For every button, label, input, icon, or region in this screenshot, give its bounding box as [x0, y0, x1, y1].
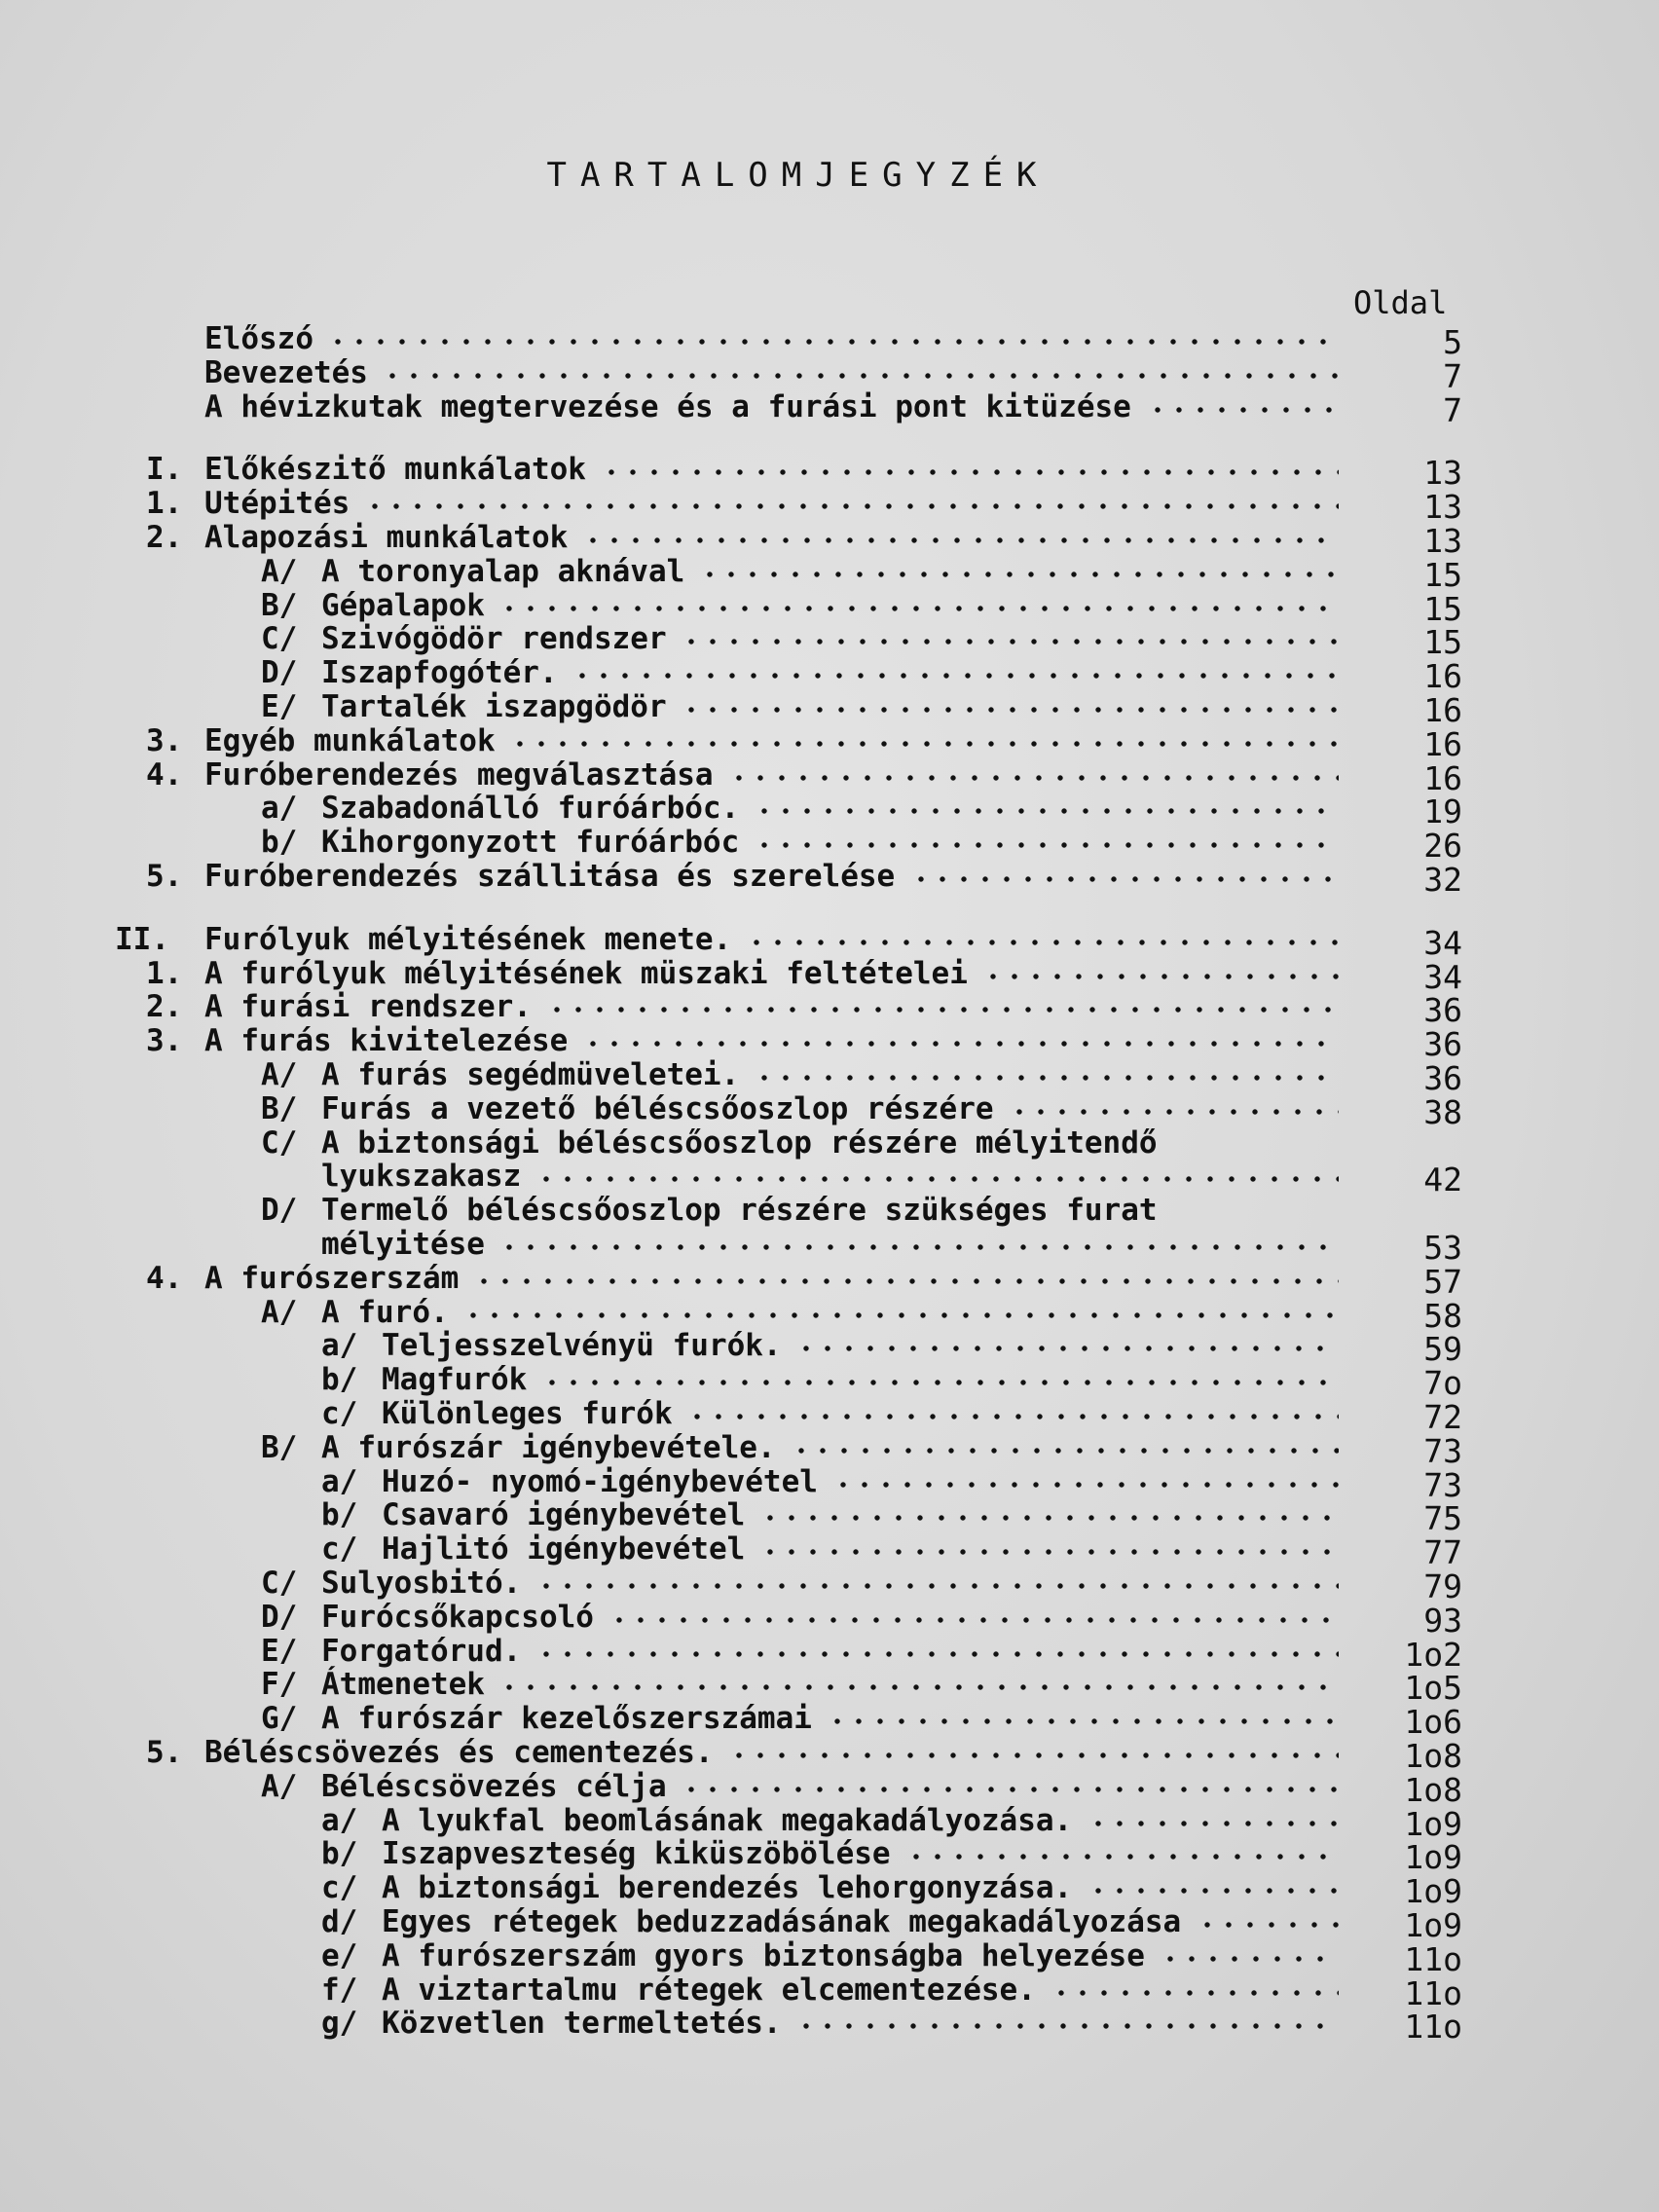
toc-entry-title: Furóberendezés szállitása és szerelése — [204, 859, 896, 894]
toc-entry — [0, 1497, 1659, 1538]
toc-entry-title: Forgatórud. — [321, 1633, 522, 1669]
toc-entry — [0, 1125, 1659, 1159]
toc-entry-title: Egyéb munkálatok — [204, 722, 496, 758]
toc-entry-title: Termelő béléscsőoszlop részére szükséges furat — [321, 1193, 1158, 1229]
toc-entry-number: c/ — [321, 1531, 358, 1567]
toc-entry-title: Átmenetek — [321, 1667, 485, 1703]
toc-entry-title: Utépités — [204, 486, 350, 522]
toc-entry — [0, 1802, 1659, 1843]
toc-entry-page: 7o — [1423, 1364, 1462, 1403]
toc-entry-title: Közvetlen termeltetés. — [382, 2006, 782, 2042]
toc-entry-title: A furás segédmüveletei. — [321, 1057, 740, 1092]
toc-entry — [0, 452, 1659, 493]
dot-leader — [498, 1684, 1339, 1690]
toc-entry-number: A/ — [261, 1057, 298, 1092]
dot-leader — [795, 2023, 1339, 2029]
dot-leader — [982, 974, 1339, 979]
toc-entry-title: A biztonsági berendezés lehorgonyzása. — [382, 1870, 1073, 1906]
toc-entry — [0, 520, 1659, 560]
dot-leader — [601, 469, 1339, 475]
toc-entry-title: Furólyuk mélyitésének menete. — [204, 921, 732, 957]
toc-entry — [0, 1633, 1659, 1674]
toc-entry-number: 2. — [146, 520, 183, 555]
dot-leader — [1088, 1888, 1339, 1894]
dot-leader — [746, 940, 1339, 945]
toc-entry-title: Hajlitó igénybevétel — [382, 1531, 746, 1567]
toc-entry-page: 11o — [1404, 1939, 1462, 1978]
toc-entry — [0, 1531, 1659, 1572]
toc-entry — [0, 1735, 1659, 1775]
toc-entry-page: 58 — [1423, 1296, 1462, 1335]
dot-leader — [686, 1414, 1339, 1419]
dot-leader — [498, 1244, 1339, 1250]
toc-entry-title: A furólyuk mélyitésének müszaki feltételei — [204, 955, 968, 991]
toc-entry-page: 15 — [1423, 555, 1462, 594]
toc-entry-title: Sulyosbitó. — [321, 1566, 522, 1601]
toc-entry-number: F/ — [261, 1667, 298, 1703]
toc-entry — [0, 989, 1659, 1030]
toc-entry — [0, 321, 1659, 361]
toc-entry-page: 53 — [1423, 1229, 1462, 1267]
toc-entry — [0, 689, 1659, 729]
toc-entry-title: Előszó — [204, 321, 313, 356]
toc-entry-page: 1o9 — [1404, 1906, 1462, 1944]
toc-entry-number: c/ — [321, 1396, 358, 1431]
dot-leader — [535, 1651, 1339, 1657]
toc-entry-title: Kihorgonyzott furóárbóc — [321, 825, 740, 861]
toc-entry-page: 16 — [1423, 758, 1462, 797]
toc-entry — [0, 1429, 1659, 1470]
toc-entry-number: E/ — [261, 1633, 298, 1669]
toc-entry-title: Magfurók — [382, 1362, 528, 1398]
dot-leader — [681, 707, 1339, 713]
toc-entry-number: B/ — [261, 1090, 298, 1126]
toc-entry-title: Tartalék iszapgödör — [321, 689, 667, 724]
toc-entry-number: b/ — [261, 825, 298, 861]
toc-entry-number: D/ — [261, 1599, 298, 1635]
toc-entry-title: Alapozási munkálatok — [204, 520, 569, 555]
toc-entry-page: 11o — [1404, 2008, 1462, 2046]
toc-entry-number: A/ — [261, 1768, 298, 1804]
toc-entry-title: Gépalapok — [321, 587, 485, 623]
toc-entry-title: A hévizkutak megtervezése és a furási pont kitüzése — [204, 388, 1131, 424]
toc-entry-page: 1o5 — [1404, 1669, 1462, 1708]
dot-leader — [1009, 1109, 1339, 1115]
toc-entry-number: A/ — [261, 1294, 298, 1330]
toc-entry-number: D/ — [261, 655, 298, 691]
toc-entry — [0, 756, 1659, 797]
dot-leader — [546, 1007, 1339, 1013]
dot-leader — [905, 1854, 1339, 1860]
toc-entry — [0, 1904, 1659, 1944]
dot-leader — [535, 1583, 1339, 1589]
toc-entry-title: Furás a vezető béléscsőoszlop részére — [321, 1090, 994, 1126]
toc-entry — [0, 722, 1659, 763]
dot-leader — [535, 1176, 1339, 1182]
toc-entry-title: Különleges furók — [382, 1396, 673, 1431]
toc-entry-title: A toronyalap aknával — [321, 553, 685, 589]
toc-entry-title: A biztonsági béléscsőoszlop részére mélyitendő — [321, 1124, 1158, 1161]
toc-entry-number: a/ — [321, 1463, 358, 1499]
dot-leader — [759, 1549, 1339, 1555]
toc-entry-title: A furó. — [321, 1294, 449, 1330]
toc-entry — [0, 486, 1659, 527]
dot-leader — [382, 373, 1339, 379]
toc-entry-number: 2. — [146, 989, 183, 1025]
toc-entry-page: 36 — [1423, 1025, 1462, 1064]
toc-entry-page: 77 — [1423, 1533, 1462, 1572]
toc-entry — [0, 587, 1659, 628]
toc-entry — [0, 1836, 1659, 1877]
toc-entry — [0, 1870, 1659, 1911]
toc-entry — [0, 1362, 1659, 1403]
toc-entry-page: 73 — [1423, 1465, 1462, 1504]
toc-entry-title: Csavaró igénybevétel — [382, 1497, 746, 1533]
toc-entry — [0, 1023, 1659, 1064]
dot-leader — [754, 1075, 1339, 1081]
dot-leader — [728, 775, 1339, 781]
dot-leader — [754, 808, 1339, 814]
toc-entry-page: 34 — [1423, 957, 1462, 996]
dot-leader — [827, 1718, 1339, 1724]
dot-leader — [759, 1515, 1339, 1521]
toc-entry — [0, 1463, 1659, 1504]
toc-entry-title: Egyes rétegek beduzzadásának megakadályozása — [382, 1904, 1182, 1939]
toc-entry — [0, 825, 1659, 866]
toc-entry-number: 3. — [146, 1023, 183, 1059]
dot-leader — [1197, 1922, 1339, 1928]
toc-entry-number: 3. — [146, 722, 183, 758]
toc-entry-number: I. — [146, 452, 183, 488]
toc-entry — [0, 1599, 1659, 1640]
toc-entry-title: Iszapfogótér. — [321, 655, 558, 691]
dot-leader — [582, 537, 1339, 543]
toc-entry-title: Szabadonálló furóárbóc. — [321, 791, 740, 827]
dot-leader — [832, 1482, 1339, 1488]
toc-entry — [0, 955, 1659, 996]
toc-entry — [0, 1566, 1659, 1605]
toc-entry-number: E/ — [261, 689, 298, 724]
toc-entry-page: 16 — [1423, 657, 1462, 696]
toc-entry-page: 7 — [1443, 390, 1462, 429]
toc-entry-title: A viztartalmu rétegek elcementezése. — [382, 1972, 1036, 2008]
toc-entry-number: G/ — [261, 1701, 298, 1737]
toc-entry — [0, 921, 1659, 962]
toc-entry-number: A/ — [261, 553, 298, 589]
dot-leader — [728, 1752, 1339, 1758]
toc-entry-number: f/ — [321, 1972, 358, 2008]
toc-entry-number: 1. — [146, 486, 183, 522]
toc-entry-number: d/ — [321, 1904, 358, 1939]
toc-entry — [0, 388, 1659, 429]
toc-entry-title: Teljesszelvényü furók. — [382, 1328, 782, 1364]
toc-entry-page: 13 — [1423, 488, 1462, 527]
toc-entry — [0, 791, 1659, 831]
toc-entry-title: Furóberendezés megválasztása — [204, 756, 714, 793]
toc-entry-page: 19 — [1423, 793, 1462, 831]
toc-entry-page: 13 — [1423, 522, 1462, 560]
toc-entry-title: A furás kivitelezése — [204, 1023, 569, 1059]
toc-entry-page: 15 — [1423, 589, 1462, 628]
toc-entry-number: b/ — [321, 1836, 358, 1872]
dot-leader — [754, 842, 1339, 848]
dot-leader — [462, 1312, 1339, 1318]
toc-entry-page: 1o2 — [1404, 1635, 1462, 1674]
toc-entry — [0, 1937, 1659, 1978]
toc-entry-page: 1o9 — [1404, 1838, 1462, 1877]
toc-entry-number: e/ — [321, 1937, 358, 1973]
dot-leader — [699, 571, 1339, 577]
toc-entry-number: B/ — [261, 587, 298, 623]
toc-entry — [0, 655, 1659, 696]
dot-leader — [327, 339, 1339, 345]
dot-leader — [473, 1278, 1339, 1284]
toc-entry — [0, 1260, 1659, 1301]
toc-entry-page: 36 — [1423, 991, 1462, 1030]
toc-entry — [0, 1972, 1659, 2012]
toc-entry-title: Iszapveszteség kiküszöbölése — [382, 1836, 891, 1872]
dot-leader — [541, 1380, 1339, 1385]
dot-leader — [364, 503, 1339, 509]
toc-entry-page: 79 — [1423, 1567, 1462, 1605]
toc-entry-number: 4. — [146, 1260, 183, 1296]
toc-entry-number: C/ — [261, 621, 298, 657]
toc-entry-page: 13 — [1423, 454, 1462, 493]
page-column-header: Oldal — [1353, 284, 1448, 321]
dot-leader — [571, 673, 1339, 679]
dot-leader — [795, 1346, 1339, 1351]
toc-entry-page: 75 — [1423, 1499, 1462, 1538]
dot-leader — [498, 606, 1339, 611]
toc-entry-title: A furószár igénybevétele. — [321, 1429, 776, 1465]
toc-entry — [0, 859, 1659, 899]
toc-entry-title: mélyitése — [321, 1227, 485, 1262]
toc-entry-number: a/ — [321, 1802, 358, 1838]
toc-entry-page: 34 — [1423, 923, 1462, 962]
dot-leader — [681, 1787, 1339, 1792]
toc-entry-page: 16 — [1423, 724, 1462, 763]
dot-leader — [509, 741, 1339, 747]
toc-entry-page: 73 — [1423, 1431, 1462, 1470]
toc-entry — [0, 1057, 1659, 1097]
toc-entry — [0, 2006, 1659, 2046]
toc-entry-page: 15 — [1423, 623, 1462, 662]
toc-entry — [0, 354, 1659, 395]
toc-entry — [0, 1701, 1659, 1742]
toc-entry-page: 16 — [1423, 691, 1462, 729]
toc-entry-number: B/ — [261, 1429, 298, 1465]
toc-entry-title: lyukszakasz — [321, 1159, 522, 1195]
toc-entry-title: Bevezetés — [204, 354, 368, 390]
dot-leader — [681, 639, 1339, 645]
toc-entry — [0, 1667, 1659, 1708]
toc-entry-page: 93 — [1423, 1601, 1462, 1640]
dot-leader — [791, 1448, 1340, 1454]
toc-entry-number: b/ — [321, 1497, 358, 1533]
toc-entry — [0, 1294, 1659, 1335]
toc-entry-page: 1o9 — [1404, 1872, 1462, 1911]
toc-entry-title: A furási rendszer. — [204, 989, 532, 1025]
toc-entry-number: C/ — [261, 1124, 298, 1161]
toc-entry-page: 42 — [1423, 1161, 1462, 1199]
toc-entry-page: 36 — [1423, 1059, 1462, 1097]
dot-leader — [910, 876, 1339, 882]
toc-entry — [0, 1768, 1659, 1809]
toc-entry-page: 72 — [1423, 1398, 1462, 1436]
toc-entry-page: 59 — [1423, 1330, 1462, 1369]
toc-entry-number: a/ — [321, 1328, 358, 1364]
toc-entry — [0, 1159, 1659, 1199]
toc-entry-page: 5 — [1443, 323, 1462, 361]
toc-entry-number: 4. — [146, 756, 183, 793]
toc-entry-title: A furószerszám gyors biztonságba helyezése — [382, 1937, 1145, 1973]
toc-entry-page: 38 — [1423, 1092, 1462, 1131]
toc-entry-page: 1o8 — [1404, 1770, 1462, 1809]
toc-entry-page: 7 — [1443, 356, 1462, 395]
toc-entry-title: A lyukfal beomlásának megakadályozása. — [382, 1802, 1073, 1838]
dot-leader — [1088, 1821, 1339, 1826]
toc-entry-page: 26 — [1423, 827, 1462, 866]
toc-entry-title: Szivógödör rendszer — [321, 621, 667, 657]
toc-entry — [0, 621, 1659, 662]
toc-entry-title: Furócsőkapcsoló — [321, 1599, 594, 1635]
toc-entry-number: a/ — [261, 791, 298, 827]
toc-entry-title: A furószerszám — [204, 1260, 460, 1296]
toc-entry — [0, 1193, 1659, 1229]
toc-entry-page: 32 — [1423, 861, 1462, 899]
toc-entry-page: 1o8 — [1404, 1737, 1462, 1775]
page-title: TARTALOMJEGYZÉK — [546, 156, 1051, 195]
toc-entry-number: D/ — [261, 1193, 298, 1229]
toc-entry-number: b/ — [321, 1362, 358, 1398]
dot-leader — [608, 1617, 1340, 1623]
toc-entry-number: C/ — [261, 1566, 298, 1601]
toc-entry-number: II. — [115, 921, 169, 957]
toc-entry — [0, 553, 1659, 594]
toc-entry-title: Előkészitő munkálatok — [204, 452, 586, 488]
toc-entry-number: 1. — [146, 955, 183, 991]
toc-entry-number: c/ — [321, 1870, 358, 1906]
toc-entry-page: 1o9 — [1404, 1804, 1462, 1843]
toc-entry-title: Huzó- nyomó-igénybevétel — [382, 1463, 818, 1499]
toc-entry-title: Béléscsövezés célja — [321, 1768, 667, 1804]
dot-leader — [1147, 407, 1339, 413]
dot-leader — [1051, 1990, 1339, 1996]
toc-entry-number: 5. — [146, 859, 183, 894]
toc-entry-page: 1o6 — [1404, 1703, 1462, 1742]
toc-entry — [0, 1227, 1659, 1267]
toc-entry-title: Béléscsövezés és cementezés. — [204, 1735, 714, 1770]
toc-entry — [0, 1328, 1659, 1369]
toc-entry-page: 57 — [1423, 1262, 1462, 1301]
toc-entry-page: 11o — [1404, 1973, 1462, 2012]
toc-entry-number: g/ — [321, 2006, 358, 2042]
toc-entry-title: A furószár kezelőszerszámai — [321, 1701, 812, 1737]
dot-leader — [1160, 1956, 1339, 1962]
toc-entry — [0, 1396, 1659, 1436]
toc-entry-number: 5. — [146, 1735, 183, 1770]
toc-entry — [0, 1090, 1659, 1131]
dot-leader — [582, 1041, 1339, 1047]
